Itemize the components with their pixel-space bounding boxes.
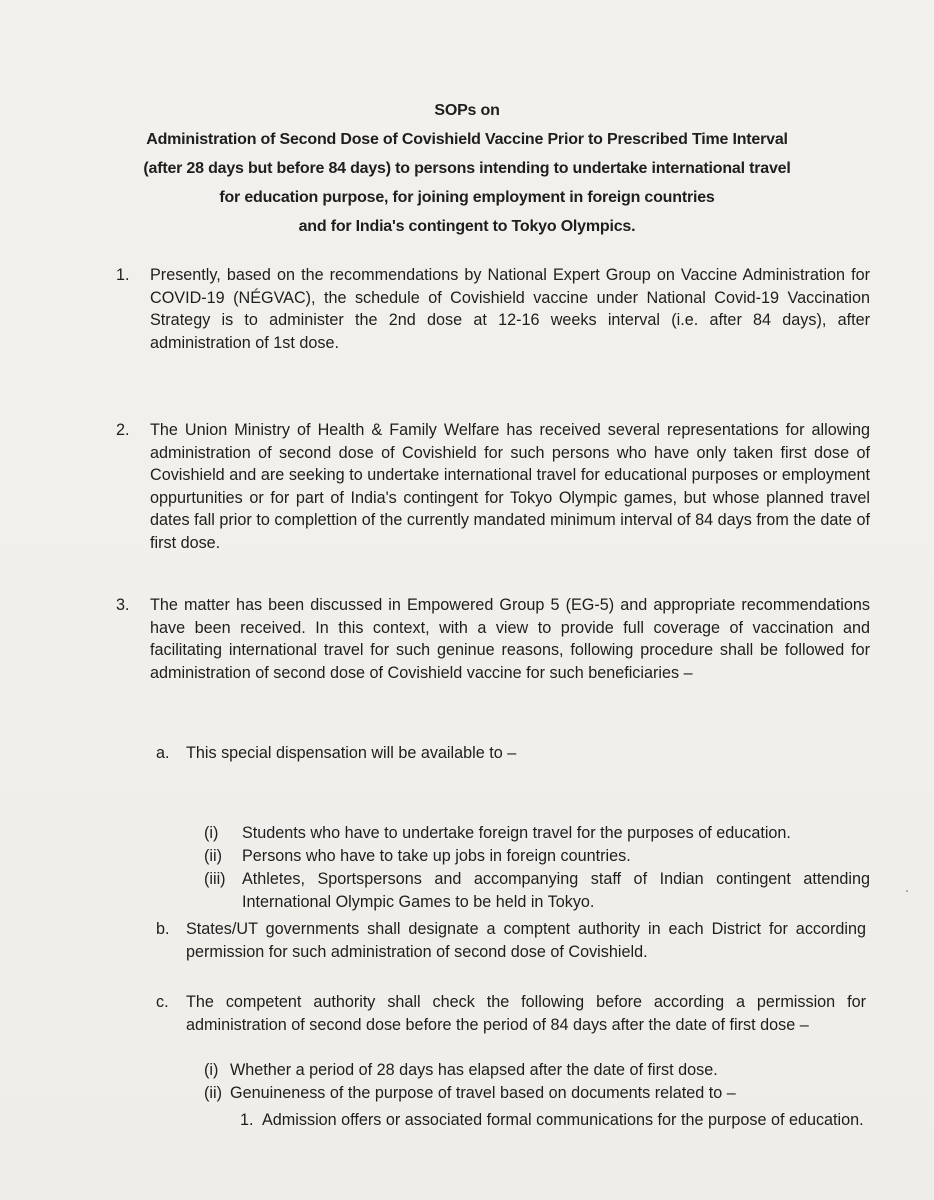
paragraph-number: 2.	[116, 421, 130, 439]
list-item-text: Whether a period of 28 days has elapsed after the date of first dose.	[230, 1061, 718, 1079]
list-item	[204, 1082, 870, 1105]
list-item-number: (ii)	[204, 847, 222, 865]
sub-item-a	[156, 742, 866, 765]
sub-item-b	[156, 918, 866, 963]
document-title	[0, 96, 934, 241]
paragraph-3	[116, 594, 870, 684]
scan-speck	[906, 890, 908, 892]
list-item-text: Persons who have to take up jobs in foreign countries.	[242, 847, 631, 865]
sub-item-letter: b.	[156, 920, 170, 938]
list-item-text: Students who have to undertake foreign travel for the purposes of education.	[242, 824, 791, 842]
list-item-number: (i)	[204, 824, 219, 842]
title-line-1: SOPs on	[434, 102, 500, 119]
title-line-5: and for India's contingent to Tokyo Olympics.	[298, 218, 636, 235]
sub-item-text: The competent authority shall check the following before according a permission for administration of second dose before the period of 84 days after the date of first dose –	[186, 993, 866, 1034]
paragraph-text: The matter has been discussed in Empowered Group 5 (EG-5) and appropriate recommendations have been received. In this context, with a view to provide full coverage of vaccination and facilitating international travel for such geninue reasons, following procedure shall be followed for administration of second dose of Covishield vaccine for such beneficiaries –	[150, 596, 870, 682]
title-line-4: for education purpose, for joining employment in foreign countries	[219, 189, 715, 206]
title-line-3: (after 28 days but before 84 days) to persons intending to undertake international travel	[143, 160, 791, 177]
list-item-number: (ii)	[204, 1084, 222, 1102]
list-item-number: (iii)	[204, 870, 226, 888]
list-item-text: Athletes, Sportspersons and accompanying staff of Indian contingent attending International Olympic Games to be held in Tokyo.	[242, 870, 870, 911]
list-item-number: (i)	[204, 1061, 219, 1079]
sub-item-c	[156, 991, 866, 1036]
list-item	[204, 822, 870, 845]
sub-item-text: States/UT governments shall designate a comptent authority in each District for according permission for such administration of second dose of Covishield.	[186, 920, 866, 961]
list-item-number: 1.	[240, 1111, 254, 1129]
list-item	[204, 868, 870, 913]
paragraph-number: 3.	[116, 596, 130, 614]
list-item-text: Admission offers or associated formal communications for the purpose of education.	[262, 1111, 864, 1129]
paragraph-number: 1.	[116, 266, 130, 284]
paragraph-text: Presently, based on the recommendations by National Expert Group on Vaccine Administration for COVID-19 (NÉGVAC), the schedule of Covishield vaccine under National Covid-19 Vaccination Strategy is to administer the 2nd dose at 12-16 weeks interval (i.e. after 84 days), after administration of 1st dose.	[150, 266, 870, 352]
paragraph-2	[116, 419, 870, 555]
list-item	[240, 1109, 868, 1132]
sub-item-letter: a.	[156, 744, 170, 762]
sub-item-text: This special dispensation will be available to –	[186, 744, 517, 762]
paragraph-text: The Union Ministry of Health & Family Welfare has received several representations for allowing administration of second dose of Covishield for such persons who have only taken first dose of Covishield and are seeking to undertake international travel for educational purposes or employment oppurtunities or for part of India's contingent for Tokyo Olympic games, but whose planned travel dates fall prior to complettion of the currently mandated minimum interval of 84 days from the date of first dose.	[150, 421, 870, 552]
list-item-text: Genuineness of the purpose of travel based on documents related to –	[230, 1084, 736, 1102]
sub-item-letter: c.	[156, 993, 169, 1011]
list-item	[204, 845, 870, 868]
list-item	[204, 1059, 870, 1082]
paragraph-1	[116, 264, 870, 354]
title-line-2: Administration of Second Dose of Covishield Vaccine Prior to Prescribed Time Interval	[146, 131, 788, 148]
